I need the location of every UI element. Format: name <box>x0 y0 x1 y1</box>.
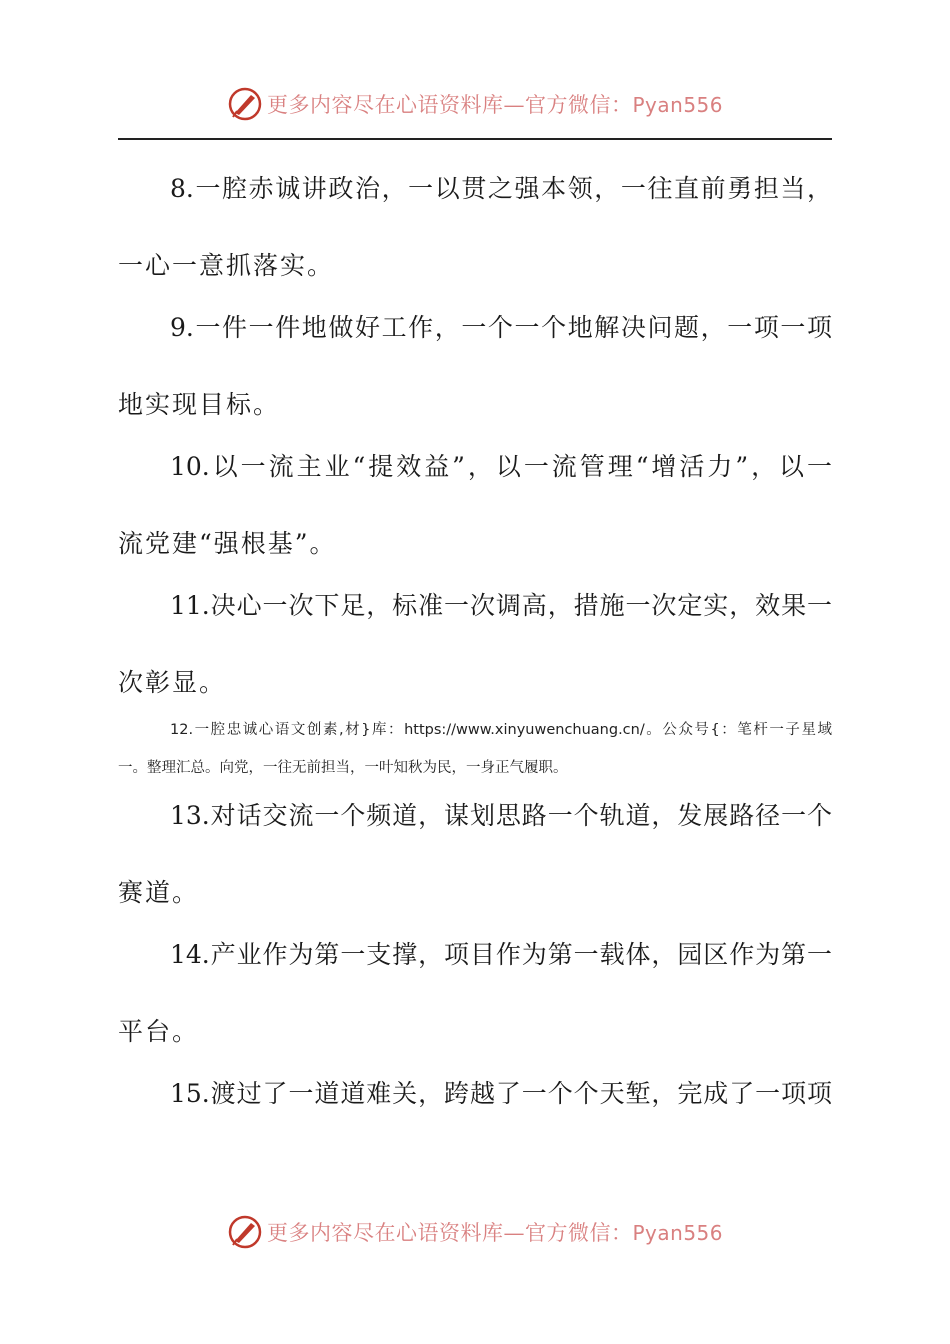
item-12-line-1: 12.一腔忠诚心语文创素,材}库：https://www.xinyuwenchuang.cn/。公众号{：笔杆一子星域 <box>170 722 832 738</box>
header-banner-text: 更多内容尽在心语资料库—官方微信：Pyan556 <box>266 93 723 117</box>
item-14-line-2: 平台。 <box>118 1017 200 1046</box>
footer-wechat-id: Pyan556 <box>632 1221 723 1245</box>
item-13-line-2: 赛道。 <box>118 878 200 907</box>
header-divider <box>118 138 832 140</box>
item-10-line-1: 10.以一流主业“提效益”，以一流管理“增活力”，以一 <box>170 452 832 481</box>
item-13-line-1: 13.对话交流一个频道，谋划思路一个轨道，发展路径一个 <box>170 801 832 830</box>
item-15-line-1: 15.渡过了一道道难关，跨越了一个个天堑，完成了一项项 <box>170 1079 832 1108</box>
item-10-line-2: 流党建“强根基”。 <box>118 529 337 558</box>
item-9-line-1: 9.一件一件地做好工作，一个一个地解决问题，一项一项 <box>170 313 832 342</box>
header-banner <box>0 84 950 124</box>
item-8-line-1: 8.一腔赤诚讲政治，一以贯之强本领，一往直前勇担当， <box>170 174 832 203</box>
item-11-line-1: 11.决心一次下足，标准一次调高，措施一次定实，效果一 <box>170 591 832 620</box>
item-12-line-2: 一。整理汇总。向党，一往无前担当，一叶知秋为民，一身正气履职。 <box>118 760 568 776</box>
footer-banner <box>0 1212 950 1252</box>
item-9-line-2: 地实现目标。 <box>118 390 281 419</box>
quill-logo-icon <box>227 86 263 122</box>
item-14-line-1: 14.产业作为第一支撑，项目作为第一载体，园区作为第一 <box>170 940 832 969</box>
footer-banner-text: 更多内容尽在心语资料库—官方微信：Pyan556 <box>266 1221 723 1245</box>
item-11-line-2: 次彰显。 <box>118 668 227 697</box>
header-wechat-id: Pyan556 <box>632 93 723 117</box>
quill-logo-icon <box>227 1214 263 1250</box>
item-8-line-2: 一心一意抓落实。 <box>118 251 335 280</box>
